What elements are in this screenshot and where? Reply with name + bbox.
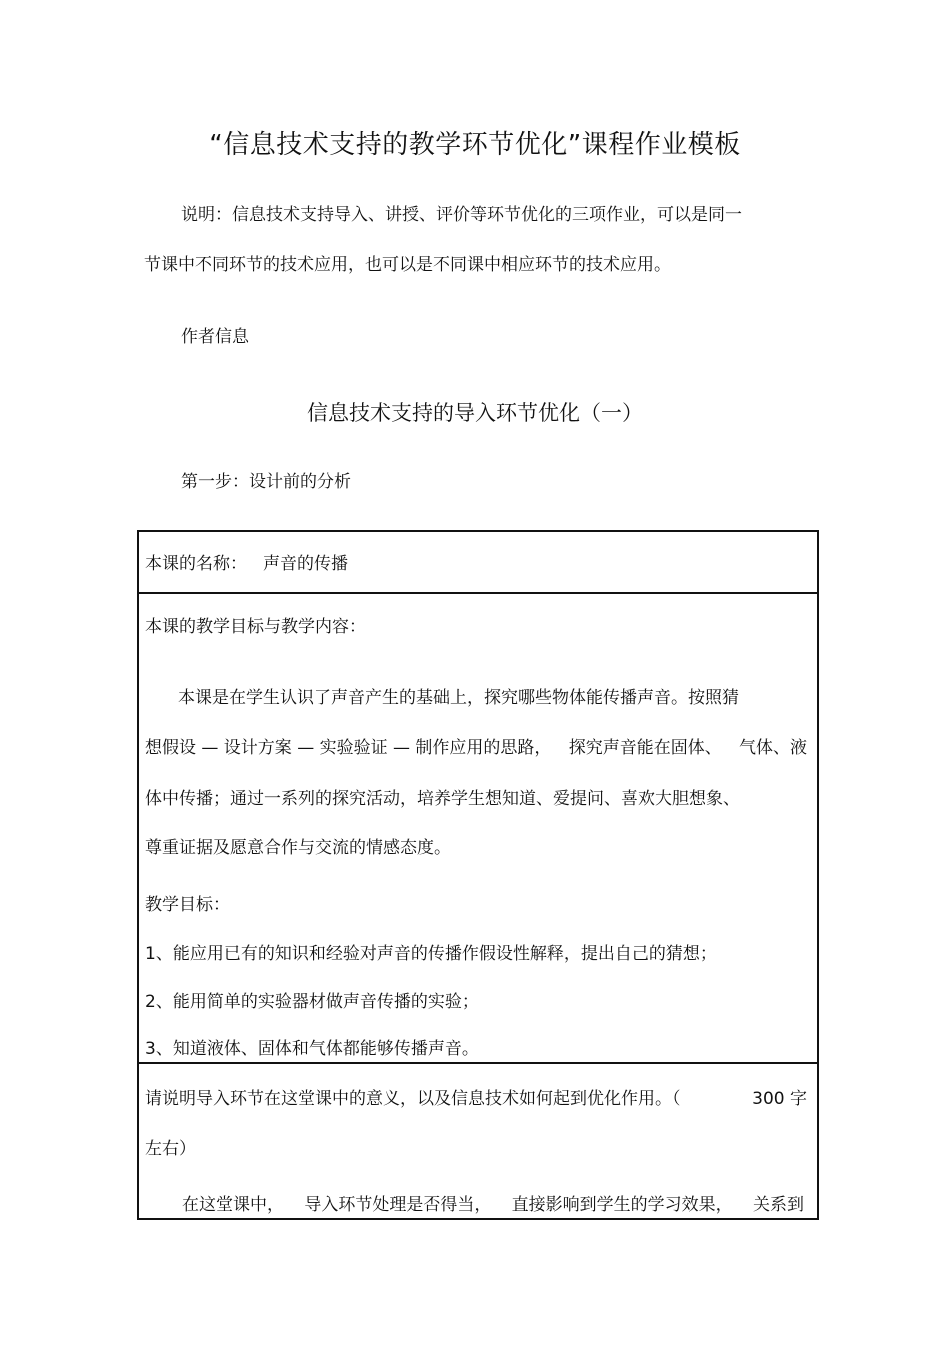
objectives-heading: 本课的教学目标与教学内容： [145,617,366,637]
goal-item: 1、能应用已有的知识和经验对声音的传播作假设性解释，提出自己的猜想； [145,944,717,964]
intro-line-2: 节课中不同环节的技术应用，也可以是不同课中相应环节的技术应用。 [144,255,671,275]
author-info-label: 作者信息 [181,327,249,347]
content-line-3: 体中传播；通过一系列的探究活动，培养学生想知道、爱提问、喜欢大胆想象、 [145,789,740,809]
lesson-name-label: 本课的名称： [145,554,247,574]
lesson-name-row [145,554,348,574]
content-line-2: 想假设 — 设计方案 — 实验验证 — 制作应用的思路， 探究声音能在固体、 气体、液 [145,738,807,758]
question-line-1: 请说明导入环节在这堂课中的意义，以及信息技术如何起到优化作用。（ 300 字 [145,1089,807,1109]
question-line-2: 左右） [145,1139,196,1159]
lesson-name-value: 声音的传播 [263,554,348,574]
row-divider [139,592,817,594]
intro-line-1: 说明：信息技术支持导入、讲授、评价等环节优化的三项作业，可以是同一 [181,205,742,225]
content-line-1: 本课是在学生认识了声音产生的基础上，探究哪些物体能传播声音。按照猜 [178,688,739,708]
goal-item: 2、能用简单的实验器材做声音传播的实验； [145,992,479,1012]
analysis-table [137,530,819,1220]
document-title: “信息技术支持的教学环节优化”课程作业模板 [209,130,741,160]
step-one-heading: 第一步：设计前的分析 [181,472,351,492]
answer-line-1: 在这堂课中， 导入环节处理是否得当， 直接影响到学生的学习效果， 关系到 [182,1195,804,1215]
goals-heading: 教学目标： [145,895,230,915]
goal-item: 3、知道液体、固体和气体都能够传播声音。 [145,1039,479,1059]
section-title: 信息技术支持的导入环节优化（一） [307,401,643,425]
content-line-4: 尊重证据及愿意合作与交流的情感态度。 [145,838,451,858]
row-divider [139,1062,817,1064]
